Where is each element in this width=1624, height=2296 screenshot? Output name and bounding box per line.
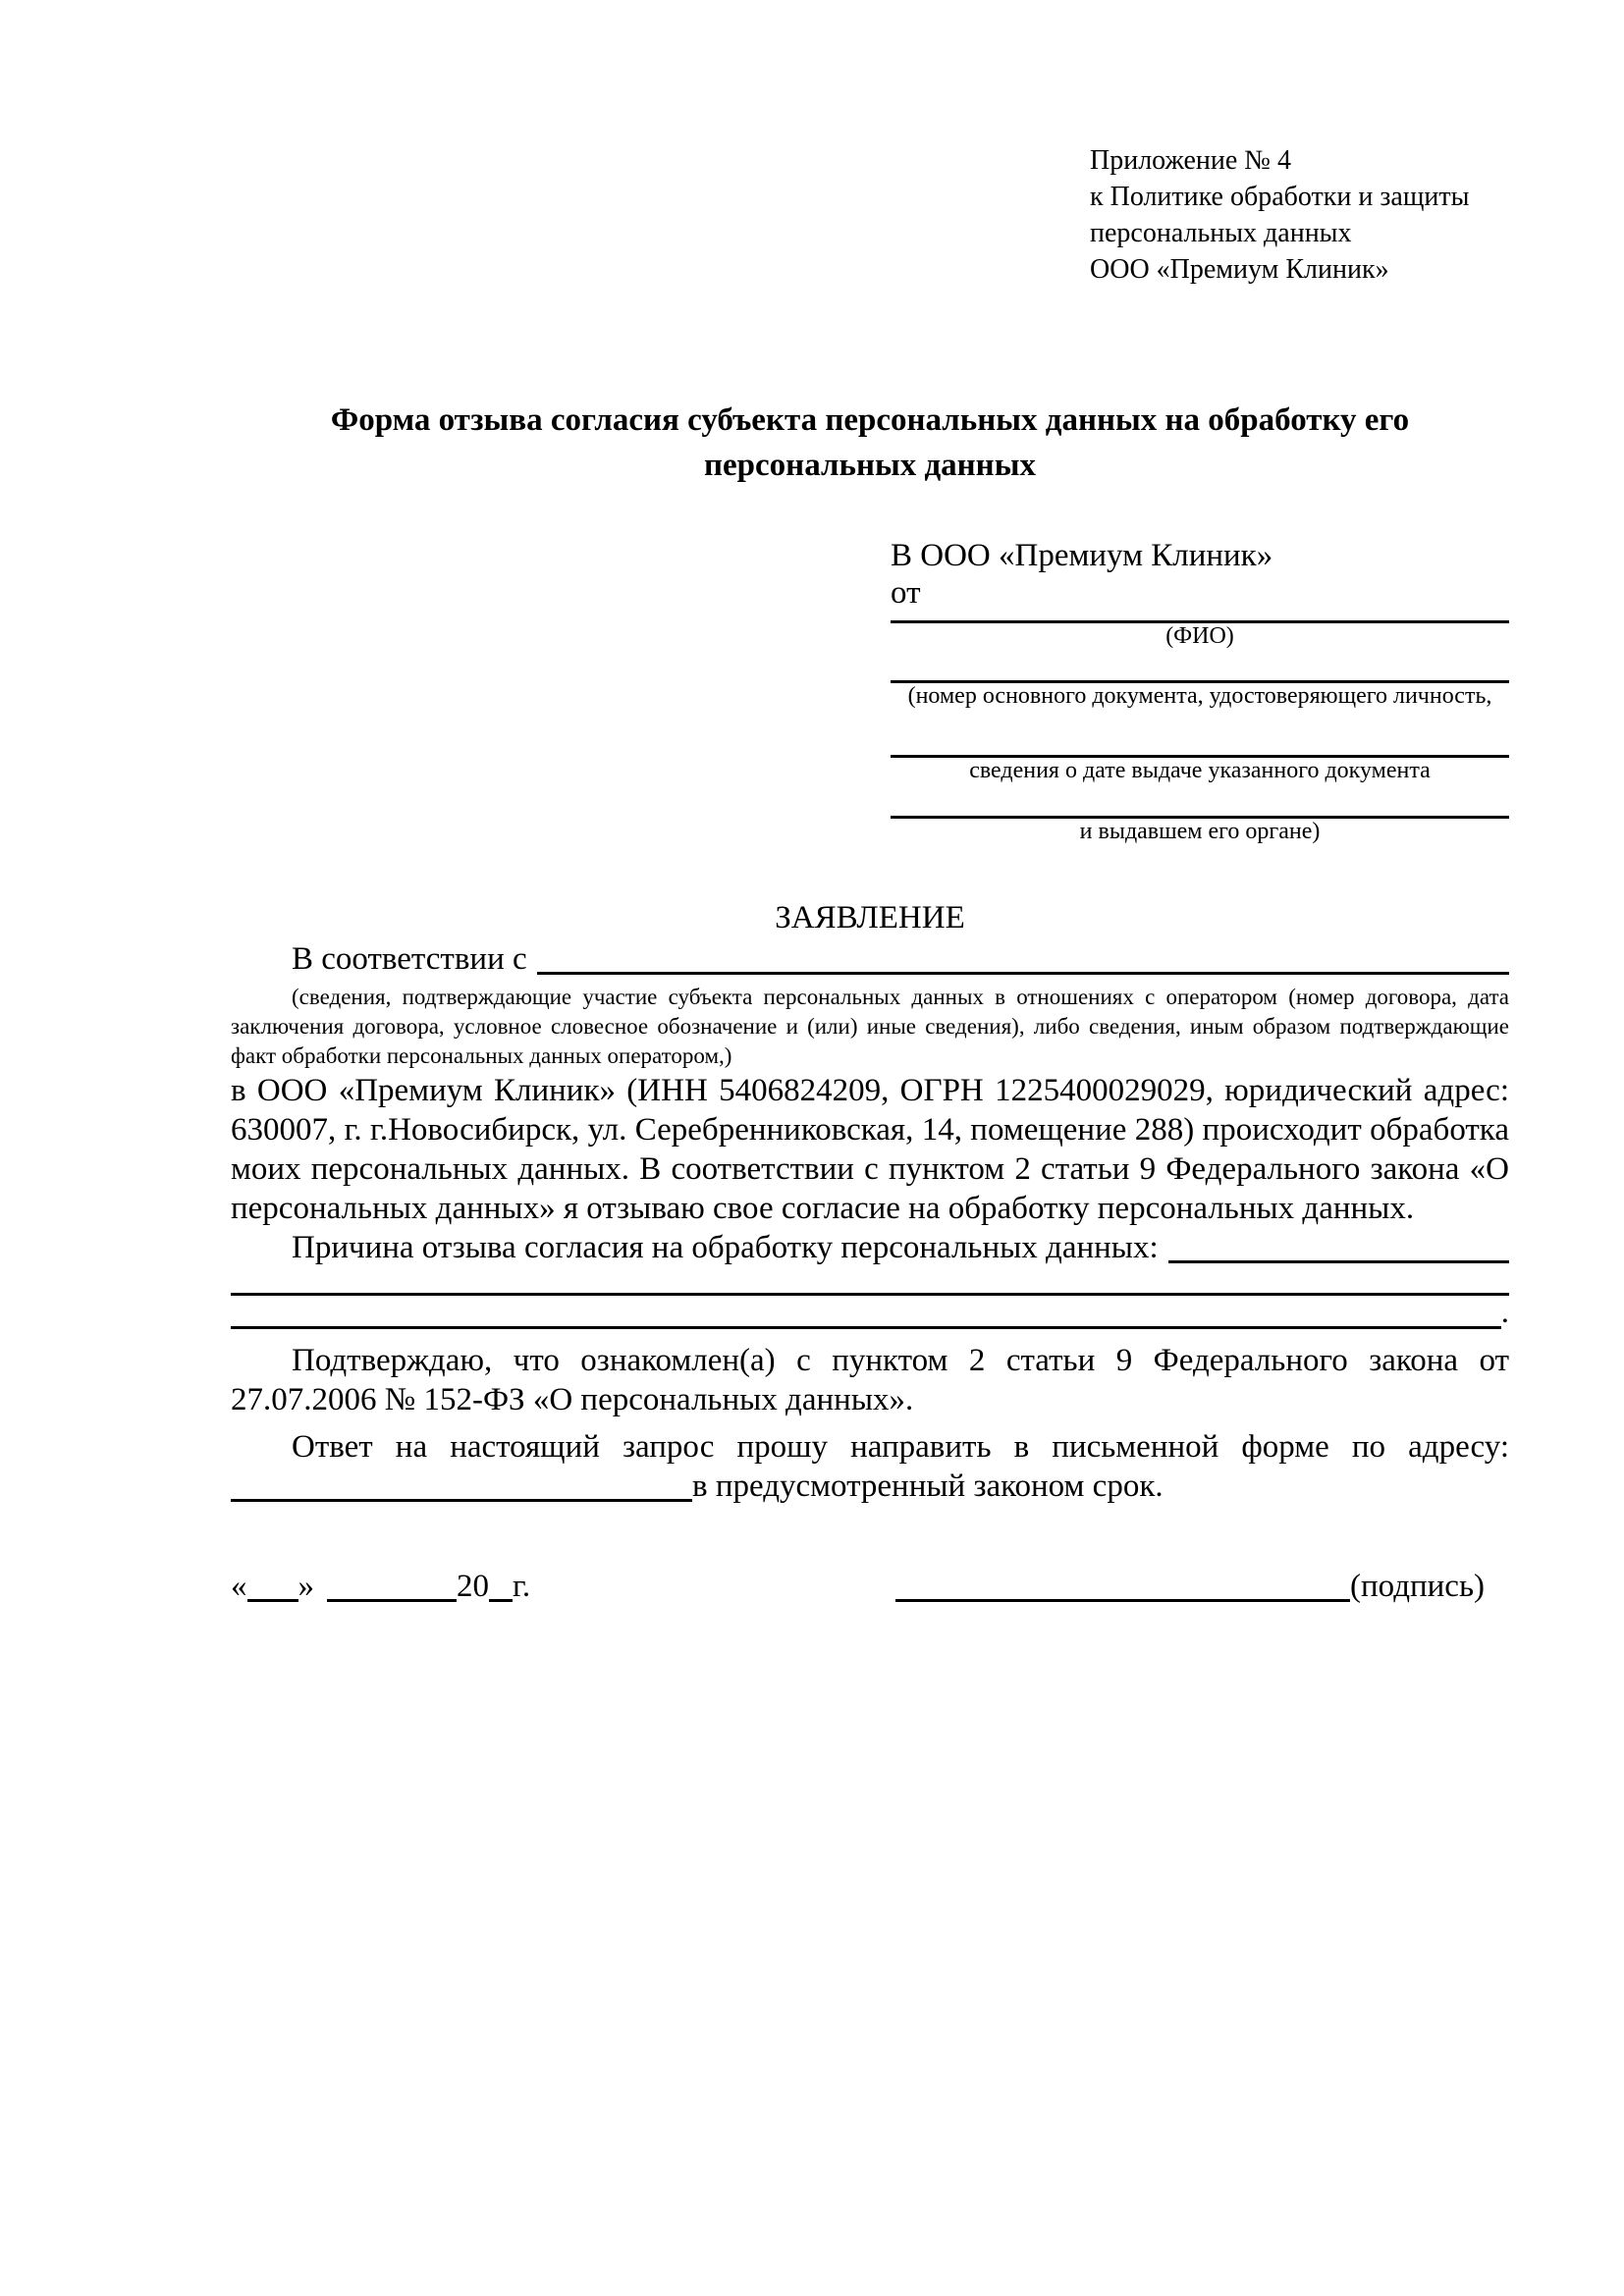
fio-field [891,620,1509,648]
date-signature-row [231,1567,1509,1606]
appendix-line: ООО «Премиум Клиник» [1090,254,1389,285]
addressee-from-label: от [891,575,921,611]
appendix-line: персональных данных [1090,218,1352,248]
signature-fill-line [895,1599,1350,1602]
intro-line [231,939,1509,979]
month-fill-line [327,1599,457,1602]
addressee-block [891,537,1509,843]
date-open-quote: « [231,1569,247,1604]
date-close-quote: » [298,1569,314,1604]
appendix-line: к Политике обработки и защиты [1090,182,1470,212]
id-document-field [891,680,1509,708]
intro-prefix: В соответствии с [292,941,527,977]
reason-line [231,1228,1509,1267]
address-fill-line [231,1499,692,1502]
year-prefix: 20 [457,1569,489,1604]
intro-fill-line [537,972,1509,975]
fio-caption: (ФИО) [1165,623,1234,649]
reason-fill-line-3-rule [231,1326,1501,1329]
year-fill-line [489,1599,513,1602]
body-paragraph: в ООО «Премиум Клиник» (ИНН 5406824209, ОГРН 1225400029029, юридический адрес: 630007, г. г.Новосибирск, ул. Серебренниковская, 14, помещение 288) происходит обработка моих персональных данных. В соответствии с пунктом 2 статьи 9 Федерального закона «О персональных данных» я отзываю свое согласие на обработку персональных данных. [231,1073,1509,1226]
date-field [231,1567,530,1606]
reply-tail: в предусмотренный законом срок. [692,1468,1164,1504]
year-suffix: г. [513,1569,531,1604]
reason-terminator: . [1500,1295,1509,1330]
document-title: Форма отзыва согласия субъекта персональных данных на обработку его персональных данных [330,402,1410,483]
reply-request-line: Ответ на настоящий запрос прошу направить в письменной форме по адресу: [292,1429,1509,1465]
issue-date-field [891,755,1509,782]
signature-caption: (подпись) [1350,1569,1485,1604]
addressee-to: В ООО «Премиум Клиник» [891,538,1273,573]
reason-fill-line-3 [231,1296,1509,1329]
intro-footnote: (сведения, подтверждающие участие субъекта персональных данных в отношениях с оператором (номер договора, дата заключения договора, условное словесное обозначение и (или) иные сведения), либо сведения, иным образом подтверждающие факт обработки персональных данных оператором,) [231,985,1509,1068]
statement-heading: ЗАЯВЛЕНИЕ [775,900,965,935]
issuing-authority-field [891,816,1509,843]
issue-date-caption: сведения о дате выдаче указанного документа [969,758,1431,783]
issuing-authority-caption: и выдавшем его органе) [1079,819,1321,844]
reason-label: Причина отзыва согласия на обработку персональных данных: [292,1230,1159,1265]
signature-field [895,1567,1485,1606]
reply-address-line [231,1467,1509,1506]
reason-fill-line [1168,1260,1509,1263]
appendix-block [1090,142,1509,288]
day-fill-line [247,1599,298,1602]
confirmation-paragraph: Подтверждаю, что ознакомлен(а) с пунктом 2 статьи 9 Федерального закона от 27.07.2006 № 152-ФЗ «О персональных данных». [231,1343,1509,1417]
id-document-caption: (номер основного документа, удостоверяющего личность, [907,683,1492,709]
appendix-line: Приложение № 4 [1090,145,1291,176]
